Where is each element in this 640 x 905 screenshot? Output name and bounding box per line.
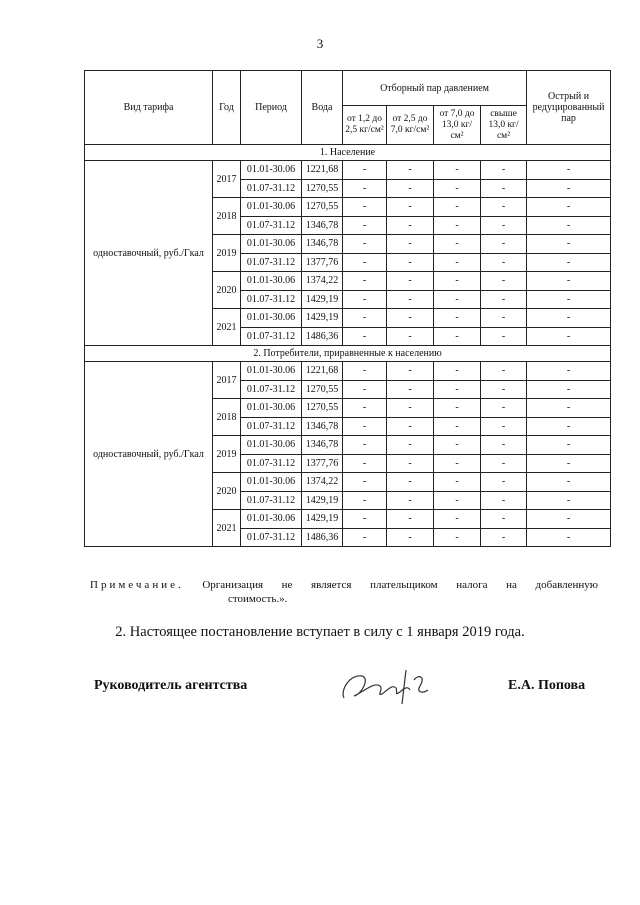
resolution-text: 2. Настоящее постановление вступает в силу с 1 января 2019 года. — [115, 624, 525, 640]
water-cell: 1221,68 — [302, 161, 343, 180]
dash-cell: - — [527, 327, 611, 346]
dash-cell: - — [343, 327, 387, 346]
period-cell: 01.07-31.12 — [241, 179, 302, 198]
header-sharp-steam: Острый и редуцированный пар — [527, 71, 611, 145]
note-line-2: стоимость.». — [228, 593, 288, 605]
dash-cell: - — [343, 454, 387, 473]
water-cell: 1221,68 — [302, 362, 343, 381]
dash-cell: - — [527, 216, 611, 235]
dash-cell: - — [527, 235, 611, 254]
dash-cell: - — [527, 272, 611, 291]
dash-cell: - — [481, 380, 527, 399]
year-cell: 2021 — [213, 510, 241, 547]
table-row — [85, 161, 611, 180]
dash-cell: - — [343, 235, 387, 254]
period-cell: 01.01-30.06 — [241, 473, 302, 492]
tariff-table — [84, 70, 611, 547]
dash-cell: - — [343, 179, 387, 198]
period-cell: 01.01-30.06 — [241, 436, 302, 455]
dash-cell: - — [343, 436, 387, 455]
year-cell: 2021 — [213, 309, 241, 346]
note-word: добавленную — [535, 579, 598, 591]
dash-cell: - — [481, 327, 527, 346]
signatory-title: Руководитель агентства — [94, 678, 248, 693]
dash-cell: - — [387, 362, 434, 381]
water-cell: 1346,78 — [302, 417, 343, 436]
dash-cell: - — [343, 198, 387, 217]
page-number: 3 — [316, 36, 324, 51]
dash-cell: - — [434, 309, 481, 328]
period-cell: 01.07-31.12 — [241, 327, 302, 346]
period-cell: 01.07-31.12 — [241, 528, 302, 547]
note — [90, 578, 598, 606]
header-water: Вода — [302, 71, 343, 145]
dash-cell: - — [527, 454, 611, 473]
dash-cell: - — [387, 436, 434, 455]
water-cell: 1429,19 — [302, 309, 343, 328]
dash-cell: - — [434, 290, 481, 309]
dash-cell: - — [434, 528, 481, 547]
dash-cell: - — [434, 179, 481, 198]
tariff-table-body — [85, 145, 611, 547]
dash-cell: - — [434, 253, 481, 272]
dash-cell: - — [343, 491, 387, 510]
dash-cell: - — [481, 362, 527, 381]
signatory-name: Е.А. Попова — [508, 678, 586, 693]
dash-cell: - — [481, 399, 527, 418]
dash-cell: - — [527, 473, 611, 492]
section-row — [85, 145, 611, 161]
year-cell: 2019 — [213, 436, 241, 473]
water-cell: 1374,22 — [302, 272, 343, 291]
dash-cell: - — [527, 380, 611, 399]
year-cell: 2018 — [213, 198, 241, 235]
dash-cell: - — [481, 198, 527, 217]
period-cell: 01.01-30.06 — [241, 161, 302, 180]
dash-cell: - — [387, 510, 434, 529]
dash-cell: - — [481, 309, 527, 328]
period-cell: 01.07-31.12 — [241, 454, 302, 473]
dash-cell: - — [527, 290, 611, 309]
water-cell: 1270,55 — [302, 179, 343, 198]
period-cell: 01.07-31.12 — [241, 216, 302, 235]
dash-cell: - — [434, 510, 481, 529]
dash-cell: - — [434, 327, 481, 346]
tariff-type-cell: одноставочный, руб./Гкал — [85, 161, 213, 346]
water-cell: 1374,22 — [302, 473, 343, 492]
year-cell: 2019 — [213, 235, 241, 272]
water-cell: 1486,36 — [302, 327, 343, 346]
dash-cell: - — [527, 161, 611, 180]
dash-cell: - — [387, 327, 434, 346]
period-cell: 01.07-31.12 — [241, 491, 302, 510]
header-pressure-3: от 7,0 до 13,0 кг/см² — [434, 106, 481, 145]
dash-cell: - — [343, 417, 387, 436]
dash-cell: - — [343, 253, 387, 272]
year-cell: 2017 — [213, 161, 241, 198]
dash-cell: - — [481, 491, 527, 510]
note-word: является — [311, 579, 352, 591]
header-pressure-2: от 2,5 до 7,0 кг/см² — [387, 106, 434, 145]
dash-cell: - — [387, 179, 434, 198]
period-cell: 01.01-30.06 — [241, 272, 302, 291]
dash-cell: - — [481, 436, 527, 455]
dash-cell: - — [434, 362, 481, 381]
period-cell: 01.07-31.12 — [241, 253, 302, 272]
dash-cell: - — [387, 216, 434, 235]
dash-cell: - — [434, 161, 481, 180]
period-cell: 01.01-30.06 — [241, 362, 302, 381]
dash-cell: - — [434, 235, 481, 254]
water-cell: 1429,19 — [302, 491, 343, 510]
period-cell: 01.07-31.12 — [241, 417, 302, 436]
section-title: 2. Потребители, приравненные к населению — [85, 346, 611, 362]
dash-cell: - — [387, 399, 434, 418]
period-cell: 01.01-30.06 — [241, 510, 302, 529]
note-word: налога — [456, 579, 488, 591]
dash-cell: - — [343, 380, 387, 399]
year-cell: 2020 — [213, 473, 241, 510]
section-title: 1. Население — [85, 145, 611, 161]
note-word: на — [506, 579, 517, 591]
dash-cell: - — [434, 436, 481, 455]
dash-cell: - — [434, 272, 481, 291]
dash-cell: - — [527, 417, 611, 436]
tariff-type-cell: одноставочный, руб./Гкал — [85, 362, 213, 547]
dash-cell: - — [527, 436, 611, 455]
water-cell: 1270,55 — [302, 198, 343, 217]
dash-cell: - — [387, 491, 434, 510]
dash-cell: - — [481, 253, 527, 272]
water-cell: 1429,19 — [302, 290, 343, 309]
dash-cell: - — [434, 399, 481, 418]
dash-cell: - — [434, 216, 481, 235]
dash-cell: - — [481, 454, 527, 473]
period-cell: 01.01-30.06 — [241, 198, 302, 217]
note-label: Примечание. — [90, 579, 184, 591]
water-cell: 1429,19 — [302, 510, 343, 529]
period-cell: 01.01-30.06 — [241, 309, 302, 328]
water-cell: 1270,55 — [302, 380, 343, 399]
header-period: Период — [241, 71, 302, 145]
dash-cell: - — [387, 198, 434, 217]
dash-cell: - — [527, 309, 611, 328]
dash-cell: - — [527, 253, 611, 272]
dash-cell: - — [527, 528, 611, 547]
year-cell: 2020 — [213, 272, 241, 309]
dash-cell: - — [481, 510, 527, 529]
section-row — [85, 346, 611, 362]
dash-cell: - — [387, 161, 434, 180]
dash-cell: - — [343, 290, 387, 309]
year-cell: 2017 — [213, 362, 241, 399]
dash-cell: - — [434, 380, 481, 399]
handwritten-signature — [336, 660, 436, 710]
dash-cell: - — [387, 454, 434, 473]
dash-cell: - — [434, 417, 481, 436]
period-cell: 01.01-30.06 — [241, 399, 302, 418]
water-cell: 1486,36 — [302, 528, 343, 547]
header-year: Год — [213, 71, 241, 145]
note-word: плательщиком — [370, 579, 438, 591]
table-row — [85, 362, 611, 381]
header-pressure-1: от 1,2 до 2,5 кг/см² — [343, 106, 387, 145]
year-cell: 2018 — [213, 399, 241, 436]
dash-cell: - — [343, 362, 387, 381]
dash-cell: - — [343, 216, 387, 235]
dash-cell: - — [527, 399, 611, 418]
dash-cell: - — [387, 417, 434, 436]
dash-cell: - — [481, 417, 527, 436]
dash-cell: - — [343, 309, 387, 328]
dash-cell: - — [481, 272, 527, 291]
period-cell: 01.01-30.06 — [241, 235, 302, 254]
note-word: Организация — [202, 579, 264, 591]
dash-cell: - — [527, 179, 611, 198]
dash-cell: - — [434, 491, 481, 510]
water-cell: 1377,76 — [302, 454, 343, 473]
dash-cell: - — [481, 473, 527, 492]
dash-cell: - — [343, 473, 387, 492]
dash-cell: - — [387, 473, 434, 492]
dash-cell: - — [343, 528, 387, 547]
header-tariff-type: Вид тарифа — [85, 71, 213, 145]
water-cell: 1346,78 — [302, 216, 343, 235]
dash-cell: - — [343, 161, 387, 180]
water-cell: 1377,76 — [302, 253, 343, 272]
water-cell: 1270,55 — [302, 399, 343, 418]
water-cell: 1346,78 — [302, 436, 343, 455]
note-line-1 — [90, 578, 598, 592]
dash-cell: - — [387, 528, 434, 547]
dash-cell: - — [481, 216, 527, 235]
water-cell: 1346,78 — [302, 235, 343, 254]
dash-cell: - — [387, 235, 434, 254]
period-cell: 01.07-31.12 — [241, 290, 302, 309]
note-word: не — [281, 579, 293, 591]
dash-cell: - — [481, 528, 527, 547]
dash-cell: - — [343, 399, 387, 418]
dash-cell: - — [387, 309, 434, 328]
header-extraction-steam: Отборный пар давлением — [343, 71, 527, 106]
dash-cell: - — [481, 235, 527, 254]
dash-cell: - — [387, 380, 434, 399]
dash-cell: - — [434, 473, 481, 492]
dash-cell: - — [527, 510, 611, 529]
dash-cell: - — [387, 290, 434, 309]
dash-cell: - — [434, 198, 481, 217]
dash-cell: - — [481, 290, 527, 309]
dash-cell: - — [434, 454, 481, 473]
dash-cell: - — [527, 491, 611, 510]
dash-cell: - — [481, 161, 527, 180]
period-cell: 01.07-31.12 — [241, 380, 302, 399]
dash-cell: - — [343, 510, 387, 529]
header-pressure-4: свыше 13,0 кг/см² — [481, 106, 527, 145]
dash-cell: - — [343, 272, 387, 291]
dash-cell: - — [481, 179, 527, 198]
dash-cell: - — [527, 198, 611, 217]
dash-cell: - — [387, 253, 434, 272]
dash-cell: - — [527, 362, 611, 381]
dash-cell: - — [387, 272, 434, 291]
